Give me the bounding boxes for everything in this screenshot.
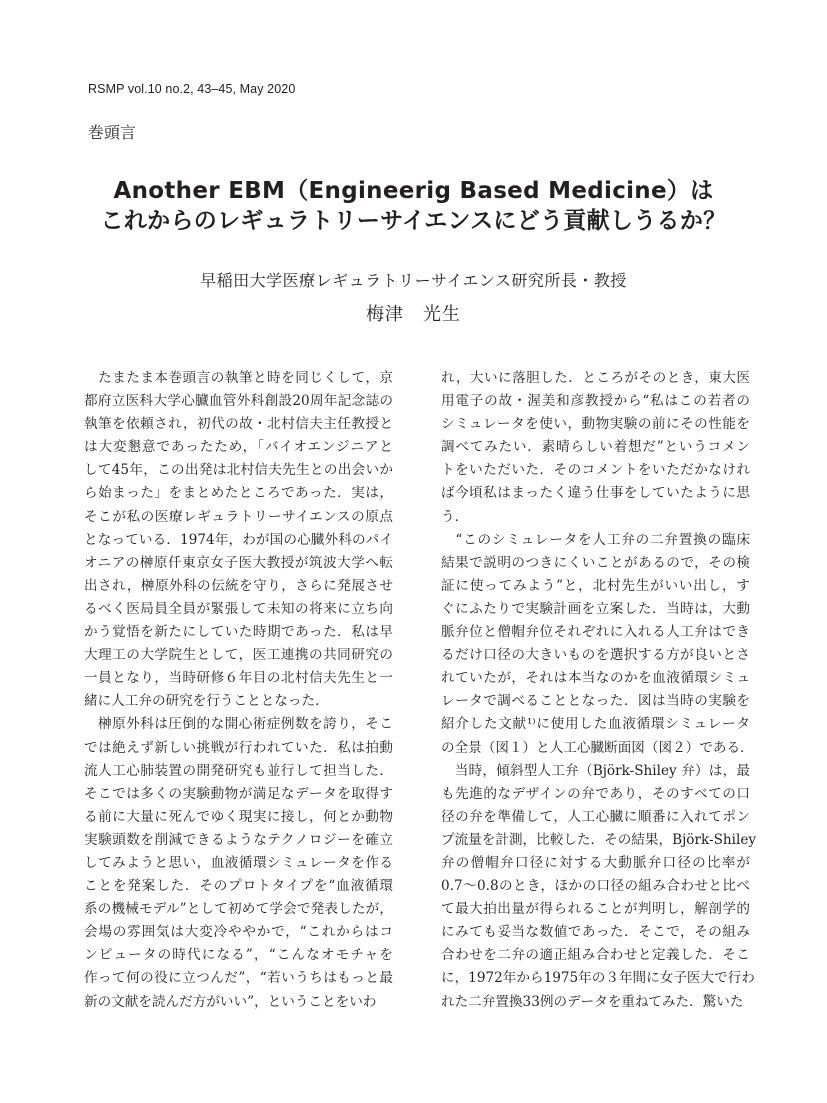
article-title-line-1: Another EBM（Engineerig Based Medicine）は [113,178,714,204]
body-text-line: たまたま本巻頭言の執筆と時を同じくして，京 [84,370,393,386]
body-text-line: 榊原外科は圧倒的な開心術症例数を誇り，そこ [84,716,393,733]
body-column-right [441,367,757,1014]
body-text-line: も先進的なデザインの弁であり，そのすべての口 [441,785,750,802]
body-text-line: 径の弁を準備して，人工心臓に順番に入れてポン [441,808,750,825]
body-text-line: 出され，榊原外科の伝統を守り，さらに発展させ [84,577,393,594]
body-text-line: 当時，傾斜型人工弁（Björk-Shiley 弁）は，最 [441,762,750,779]
body-text-line: 緒に人工弁の研究を行うこととなった． [84,693,329,710]
body-text-line: となっている．1974年，わが国の心臓外科のパイ [84,531,393,548]
body-text-line: 用電子の故・渥美和彦教授から“私はこの若者の [441,393,750,410]
body-text-line: 実験頭数を削減できるようなテクノロジーを確立 [84,831,393,848]
body-text-line: れていたが，それは本当なのかを血液循環シミュ [441,670,750,687]
body-text-line: れた二弁置換33例のデータを重ねてみた．驚いた [441,993,744,1010]
body-text-line: ぐにふたりで実験計画を立案した．当時は，大動 [441,600,750,617]
body-text-line: プ流量を計測，比較した．その結果，Björk-Shiley [441,831,757,848]
body-text-line: ば今頃私はまったく違う仕事をしていたように思 [441,485,750,502]
body-text-line: では絶えず新しい挑戦が行われていた．私は拍動 [84,739,393,756]
body-text-line: 紹介した文献¹⁾に使用した血液循環シミュレータ [441,716,750,733]
body-text-line: トをいただいた．そのコメントをいただかなけれ [441,462,750,479]
body-text-line: の全景（図１）と人工心臓断面図（図２）である． [441,739,754,756]
body-text-line: ことを発案した．そのプロトタイプを“血液循環 [84,878,393,895]
author-affiliation: 早稲田大学医療レギュラトリーサイエンス研究所長・教授 [200,271,627,290]
body-text-line: 0.7～0.8のとき，ほかの口径の組み合わせと比べ [441,878,750,895]
body-text-line: に，1972年から1975年の３年間に女子医大で行わ [441,970,755,987]
article-title-line-2: これからのレギュラトリーサイエンスにどう貢献しうるか？ [100,208,727,234]
body-text-line: 大理工の大学院生として，医工連携の共同研究の [84,647,393,664]
body-text-line: 作って何の役に立つんだ”，“若いうちはもっと最 [84,970,393,987]
body-text-line: 合わせを二弁の適正組み合わせと定義した．そこ [441,947,750,964]
body-text-line: 流人工心肺装置の開発研究も並行して担当した． [84,762,393,779]
body-text-line: そこでは多くの実験動物が満足なデータを取得す [84,785,393,802]
body-text-line: は大変懇意であったため，「バイオエンジニアと [84,439,393,456]
body-text-line: 新の文献を読んだ方がいい”，ということをいわ [84,993,377,1010]
body-text-line: 一員となり，当時研修６年目の北村信夫先生と一 [84,670,393,687]
body-text-line: れ，大いに落胆した．ところがそのとき，東大医 [441,370,750,386]
body-text-line: して45年，この出発は北村信夫先生との出会いか [84,462,393,479]
body-text-line: 執筆を依頼され，初代の故・北村信夫主任教授と [84,416,393,433]
body-text-line: う． [441,508,469,525]
body-text-line: る前に大量に死んでゆく現実に接し，何とか動物 [84,808,393,825]
body-text-line: 会場の雰囲気は大変冷ややかで，“これからはコ [84,924,393,941]
body-text-line: 弁の僧帽弁口径に対する大動脈弁口径の比率が [441,854,750,871]
body-text-line: “このシミュレータを人工弁の二弁置換の臨床 [441,531,750,548]
section-label: 巻頭言 [88,123,137,142]
body-text-line: るだけ口径の大きいものを選択する方が良いとさ [441,647,750,664]
body-text-line: かう覚悟を新たにしていた時期であった．私は早 [84,624,393,641]
body-text-line: ンピュータの時代になる”，“こんなオモチャを [84,947,393,964]
body-text-line: シミュレータを使い，動物実験の前にその性能を [441,416,750,433]
body-text-line: 調べてみたい．素晴らしい着想だ”というコメン [441,439,750,456]
body-text-line: るべく医局員全員が緊張して未知の将来に立ち向 [84,600,393,617]
body-text-line: 脈弁位と僧帽弁位それぞれに入れる人工弁はでき [441,624,750,641]
body-text-line: 系の機械モデル”として初めて学会で発表したが， [84,901,393,918]
body-text-line: 証に使ってみよう”と，北村先生がいい出し，す [441,577,750,594]
body-column-left [84,367,393,1014]
body-text-line: オニアの榊原仟東京女子医大教授が筑波大学へ転 [84,554,393,571]
body-text-line: にみても妥当な数値であった．そこで，その組み [441,924,750,941]
citation-header: RSMP vol.10 no.2, 43–45, May 2020 [88,82,296,96]
body-text-line: ら始まった」をまとめたところであった．実は， [84,485,393,502]
body-text-line: 都府立医科大学心臓血管外科創設20周年記念誌の [84,393,393,410]
body-text-line: て最大拍出量が得られることが判明し，解剖学的 [441,901,750,918]
author-name: 梅津 光生 [366,304,461,325]
body-text-line: 結果で説明のつきにくいことがあるので，その検 [441,554,750,571]
body-text-line: レータで調べることとなった．図は当時の実験を [441,693,750,710]
body-text-line: そこが私の医療レギュラトリーサイエンスの原点 [84,508,393,525]
body-text-line: してみようと思い，血液循環シミュレータを作る [84,854,393,871]
